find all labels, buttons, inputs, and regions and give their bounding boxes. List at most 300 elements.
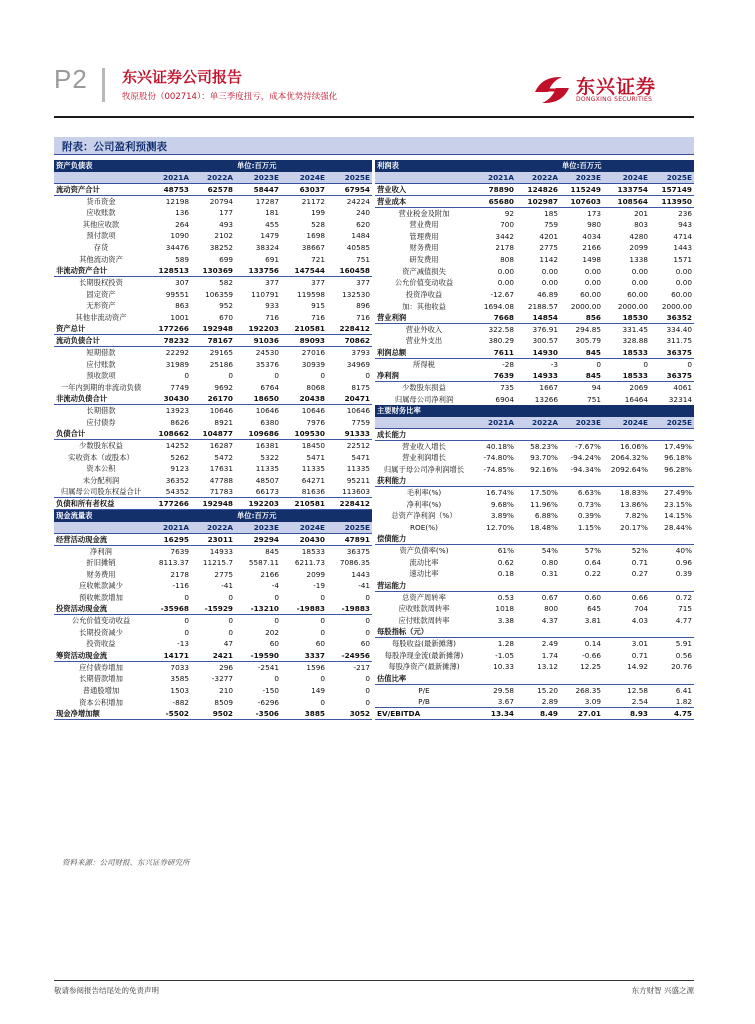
cashflow-cell: -3506 — [235, 708, 281, 720]
income-cell: 18530 — [603, 312, 650, 324]
cashflow-cell: -19883 — [327, 603, 372, 615]
balance-cell: 48507 — [255, 475, 279, 485]
balance-cell: 91036 — [235, 335, 281, 347]
cashflow-cell: 20430 — [281, 533, 327, 545]
ratios-row-label: 每股收益(最新摊薄) — [391, 639, 457, 649]
balance-cell: 17287 — [255, 196, 279, 206]
cashflow-cell: 18533 — [301, 546, 325, 556]
cashflow-row-label: 折旧摊销 — [86, 558, 116, 568]
ratios-cell: 13.34 — [473, 708, 516, 720]
ratios-cell: 16.06% — [620, 441, 648, 451]
cashflow-cell: 0 — [184, 592, 189, 602]
balance-row-label: 非流动负债合计 — [54, 393, 148, 405]
balance-cell: 6764 — [260, 382, 279, 392]
balance-cell: 210581 — [281, 498, 327, 510]
income-row — [375, 195, 694, 207]
income-year-label: 2023E — [560, 172, 603, 184]
ratios-cell: 4.75 — [650, 708, 694, 720]
income-cell: 803 — [634, 220, 648, 230]
ratios-cell — [560, 475, 603, 487]
income-cell: 328.88 — [622, 336, 648, 346]
cashflow-cell: -35968 — [148, 603, 191, 615]
balance-cell: 863 — [175, 301, 189, 311]
balance-cell: 582 — [219, 278, 233, 288]
cashflow-row-label: 应收帐款减少 — [79, 581, 123, 591]
logo-text: 东兴证券 — [576, 76, 657, 98]
income-cell: 6904 — [495, 394, 514, 404]
income-row — [375, 231, 694, 243]
balance-cell: 493 — [219, 219, 233, 229]
income-cell: 124826 — [516, 183, 560, 195]
ratios-year-row — [375, 417, 694, 429]
income-cell: 173 — [587, 208, 601, 218]
cashflow-cell: 2166 — [260, 569, 279, 579]
ratios-cell — [560, 673, 603, 685]
income-cell: 4280 — [629, 231, 648, 241]
income-row-label: 资产减值损失 — [402, 266, 446, 276]
income-cell: 113950 — [650, 195, 694, 207]
ratios-row-label: 资产负债率(%) — [399, 546, 449, 556]
balance-cell: 620 — [356, 219, 370, 229]
balance-cell: 228412 — [327, 498, 372, 510]
ratios-cell: 0.56 — [675, 650, 692, 660]
income-row — [375, 219, 694, 231]
cashflow-cell: -19 — [313, 581, 325, 591]
ratios-cell — [516, 580, 560, 592]
cashflow-row-label: 预收帐款增加 — [79, 592, 123, 602]
ratios-cell: 3.81 — [584, 615, 601, 625]
balance-cell: 691 — [265, 254, 279, 264]
cashflow-cell: 1596 — [306, 662, 325, 672]
income-blank — [650, 160, 694, 172]
balance-row-label: 其他非流动资产 — [75, 312, 127, 322]
ratios-row — [375, 580, 694, 592]
cashflow-cell: -13 — [177, 639, 189, 649]
balance-cell: 47788 — [209, 475, 233, 485]
ratios-cell: 52% — [631, 546, 648, 556]
cashflow-row-label: 净利润 — [90, 546, 112, 556]
income-cell: 2188.57 — [527, 301, 558, 311]
balance-row-label: 负债和所有者权益 — [54, 498, 148, 510]
cashflow-row-label: 投资活动现金流 — [54, 603, 148, 615]
balance-cell: 26170 — [191, 393, 235, 405]
ratios-year-label: 2022A — [516, 417, 560, 429]
ratios-cell — [560, 626, 603, 638]
income-cell: 0.00 — [675, 278, 692, 288]
ratios-row-label: 净利率(%) — [406, 499, 442, 509]
balance-row — [54, 277, 372, 289]
income-cell: 2000.00 — [570, 301, 601, 311]
balance-cell: 0 — [184, 371, 189, 381]
cashflow-cell: 1443 — [351, 569, 370, 579]
cashflow-cell: 14171 — [148, 650, 191, 662]
balance-cell: 228412 — [327, 323, 372, 335]
income-row-label: 研发费用 — [409, 255, 439, 265]
income-cell: 7639 — [473, 370, 516, 382]
income-cell: 1142 — [539, 255, 558, 265]
income-cell: 1498 — [582, 255, 601, 265]
income-row — [375, 265, 694, 277]
cashflow-cell: 11215.7 — [202, 558, 233, 568]
cashflow-cell: 60 — [360, 639, 370, 649]
balance-row — [54, 358, 372, 370]
ratios-cell: 14.15% — [664, 511, 692, 521]
balance-cell: 110791 — [251, 289, 279, 299]
income-cell: -3 — [550, 359, 558, 369]
ratios-row — [375, 545, 694, 557]
income-cell: 115249 — [560, 183, 603, 195]
ratios-cell: 800 — [544, 604, 558, 614]
balance-cell: 48753 — [148, 183, 191, 195]
cashflow-cell: 845 — [265, 546, 279, 556]
balance-cell: 29165 — [209, 348, 233, 358]
balance-cell: 0 — [274, 371, 279, 381]
income-cell: 16464 — [624, 394, 648, 404]
ratios-row — [375, 452, 694, 464]
cashflow-row — [54, 580, 372, 592]
ratios-cell — [650, 626, 694, 638]
income-cell: 331.45 — [622, 325, 648, 335]
balance-year-label: 2022A — [191, 172, 235, 184]
ratios-cell: 27.01 — [560, 708, 603, 720]
ratios-cell: 16.74% — [486, 488, 514, 498]
ratios-year-label: 2021A — [473, 417, 516, 429]
cashflow-cell: 210 — [219, 685, 233, 695]
balance-cell: 20471 — [327, 393, 372, 405]
income-cell: 1443 — [673, 243, 692, 253]
income-cell: 700 — [500, 220, 514, 230]
income-cell: 300.57 — [532, 336, 558, 346]
income-cell: 0.00 — [541, 278, 558, 288]
ratios-cell: -94.24% — [570, 453, 601, 463]
ratios-cell — [650, 475, 694, 487]
income-cell: 7611 — [473, 347, 516, 359]
balance-blank — [327, 160, 372, 172]
balance-cell: 1698 — [306, 231, 325, 241]
ratios-row-label: 每股净资产(最新摊薄) — [388, 662, 460, 672]
income-cell: 1338 — [629, 255, 648, 265]
balance-cell: 6380 — [260, 417, 279, 427]
cashflow-cell: 0 — [228, 592, 233, 602]
footer-disclaimer: 敬请参阅报告结尾处的免责声明 — [54, 986, 159, 995]
income-cell: 4714 — [673, 231, 692, 241]
ratios-cell: 18.48% — [530, 522, 558, 532]
ratios-row-label: 毛利率(%) — [406, 488, 442, 498]
cashflow-cell: 0 — [365, 697, 370, 707]
cashflow-row-label: 普通股增加 — [82, 685, 120, 695]
income-cell: 46.89 — [537, 289, 558, 299]
ratios-row — [375, 498, 694, 510]
income-cell: 856 — [560, 312, 603, 324]
balance-row — [54, 312, 372, 324]
ratios-cell: -74.80% — [483, 453, 514, 463]
ratios-cell: 2092.64% — [610, 464, 648, 474]
cashflow-year-label: 2022A — [191, 522, 235, 534]
balance-cell: 7759 — [351, 417, 370, 427]
ratios-row-label: EV/EBITDA — [375, 708, 473, 720]
balance-row-label: 归属母公司股东权益合计 — [60, 487, 142, 497]
balance-row-label: 其他流动资产 — [79, 254, 123, 264]
balance-cell: 8068 — [306, 382, 325, 392]
income-cell: 2000.00 — [661, 301, 692, 311]
balance-cell: 30939 — [301, 359, 325, 369]
balance-cell: 36352 — [165, 475, 189, 485]
balance-row-label: 未分配利润 — [82, 475, 120, 485]
balance-row-label: 货币资金 — [86, 196, 116, 206]
income-row-label: 所得税 — [413, 359, 435, 369]
balance-cell: 81636 — [301, 487, 325, 497]
ratios-cell: 6.41 — [675, 685, 692, 695]
balance-year-row — [54, 172, 372, 184]
ratios-cell: 1.74 — [541, 650, 558, 660]
income-year-label: 2021A — [473, 172, 516, 184]
cashflow-cell: 3585 — [170, 674, 189, 684]
balance-cell: 2102 — [214, 231, 233, 241]
income-cell: 7668 — [473, 312, 516, 324]
cashflow-cell: 296 — [219, 662, 233, 672]
ratios-cell: 5.91 — [675, 639, 692, 649]
ratios-cell: 29.58 — [493, 685, 514, 695]
income-blank — [473, 160, 516, 172]
ratios-cell: 40.18% — [486, 441, 514, 451]
balance-cell: 99551 — [165, 289, 189, 299]
ratios-cell: -74.85% — [483, 464, 514, 474]
balance-cell: 160458 — [327, 265, 372, 277]
balance-cell: 7976 — [306, 417, 325, 427]
ratios-row — [375, 428, 694, 440]
cashflow-year-label: 2021A — [148, 522, 191, 534]
ratios-cell: 3.89% — [490, 511, 514, 521]
cashflow-row — [54, 592, 372, 604]
ratios-row-label: 成长能力 — [375, 428, 473, 440]
cashflow-cell: 0 — [228, 627, 233, 637]
income-cell: 0.00 — [675, 266, 692, 276]
ratios-cell: 3.67 — [497, 696, 514, 706]
cashflow-row — [54, 627, 372, 639]
balance-cell: 177 — [219, 208, 233, 218]
ratios-cell: 96.18% — [664, 453, 692, 463]
cashflow-cell: 0 — [320, 627, 325, 637]
ratios-cell — [650, 673, 694, 685]
cashflow-row — [54, 638, 372, 650]
income-cell: 0.00 — [497, 278, 514, 288]
ratios-cell — [650, 580, 694, 592]
balance-cell: 10646 — [209, 406, 233, 416]
income-cell: 1694.08 — [483, 301, 514, 311]
ratios-cell: 61% — [497, 546, 514, 556]
income-cell: 294.85 — [575, 325, 601, 335]
income-cell: 36375 — [650, 370, 694, 382]
cashflow-cell: 0 — [365, 616, 370, 626]
income-blank — [516, 160, 560, 172]
ratios-cell — [650, 533, 694, 545]
page-number: P2 — [54, 64, 88, 94]
income-row-label: 财务费用 — [409, 243, 439, 253]
balance-cell: 11335 — [301, 464, 325, 474]
balance-cell: 54352 — [165, 487, 189, 497]
income-cell: 18533 — [603, 347, 650, 359]
ratios-year-label: 2023E — [560, 417, 603, 429]
income-cell: 32314 — [668, 394, 692, 404]
ratios-cell: 4.03 — [631, 615, 648, 625]
income-cell: 108564 — [603, 195, 650, 207]
balance-year-label: 2024E — [281, 172, 327, 184]
cashflow-cell: 0 — [365, 685, 370, 695]
ratios-row-label: 估值比率 — [375, 673, 473, 685]
ratios-cell: -0.66 — [582, 650, 601, 660]
cashflow-cell: 29294 — [235, 533, 281, 545]
income-row-label: 净利润 — [375, 370, 473, 382]
cashflow-blank — [327, 510, 372, 522]
balance-year-label: 2021A — [148, 172, 191, 184]
company-logo — [532, 70, 694, 110]
income-cell: 14854 — [516, 312, 560, 324]
income-cell: 0.00 — [584, 266, 601, 276]
balance-cell: 589 — [175, 254, 189, 264]
balance-cell: 181 — [265, 208, 279, 218]
cashflow-cell: -150 — [262, 685, 279, 695]
ratios-row — [375, 615, 694, 627]
ratios-cell — [603, 673, 650, 685]
ratios-cell: 13.86% — [620, 499, 648, 509]
ratios-blank — [560, 405, 603, 417]
cashflow-cell: -41 — [221, 581, 233, 591]
balance-cell: 3793 — [351, 348, 370, 358]
cashflow-cell: 5587.11 — [248, 558, 279, 568]
cashflow-cell: 3337 — [281, 650, 327, 662]
cashflow-cell: 0 — [365, 592, 370, 602]
income-cell: 845 — [560, 370, 603, 382]
ratios-cell: -7.67% — [575, 441, 601, 451]
income-row — [375, 358, 694, 370]
ratios-cell — [560, 580, 603, 592]
ratios-cell: 0.60 — [584, 592, 601, 602]
ratios-cell: 8.49 — [516, 708, 560, 720]
balance-cell: 22512 — [346, 441, 370, 451]
income-row-label: 管理费用 — [409, 231, 439, 241]
balance-cell: 5472 — [214, 452, 233, 462]
cashflow-row — [54, 603, 372, 615]
balance-cell: 11335 — [346, 464, 370, 474]
ratios-cell: 12.70% — [486, 522, 514, 532]
cashflow-year-label: 2023E — [235, 522, 281, 534]
cashflow-cell: -2541 — [257, 662, 279, 672]
balance-row-label: 其他应收款 — [82, 219, 120, 229]
balance-cell: 104877 — [191, 428, 235, 440]
balance-cell: 91333 — [327, 428, 372, 440]
balance-cell: 16287 — [209, 441, 233, 451]
left-table — [54, 160, 372, 720]
ratios-cell: 57% — [584, 546, 601, 556]
balance-cell: 78232 — [148, 335, 191, 347]
balance-unit: 单位:百万元 — [235, 160, 327, 172]
income-cell: 2000.00 — [617, 301, 648, 311]
cashflow-title: 现金流量表 — [54, 510, 148, 522]
ratios-cell: 20.17% — [620, 522, 648, 532]
balance-cell: 10646 — [301, 406, 325, 416]
balance-cell: 67954 — [327, 183, 372, 195]
income-cell: 0.00 — [584, 278, 601, 288]
ratios-cell: 12.58 — [627, 685, 648, 695]
ratios-row — [375, 661, 694, 673]
balance-row — [54, 370, 372, 382]
balance-row-label: 资本公积 — [86, 464, 116, 474]
cashflow-cell: 8509 — [214, 697, 233, 707]
balance-cell: 5262 — [170, 452, 189, 462]
cashflow-row-label: 筹资活动现金流 — [54, 650, 148, 662]
ratios-cell: 4.77 — [675, 615, 692, 625]
ratios-cell: 1.15% — [577, 522, 601, 532]
income-cell: 980 — [587, 220, 601, 230]
ratios-cell — [516, 673, 560, 685]
balance-row — [54, 230, 372, 242]
income-year-row — [375, 172, 694, 184]
income-cell: 735 — [500, 383, 514, 393]
cashflow-cell: 149 — [311, 685, 325, 695]
ratios-title: 主要财务比率 — [375, 405, 473, 417]
ratios-cell: 704 — [634, 604, 648, 614]
income-header-row — [375, 160, 694, 172]
ratios-row-label: 偿债能力 — [375, 533, 473, 545]
ratios-row — [375, 638, 694, 650]
ratios-row — [375, 533, 694, 545]
balance-cell: 130369 — [191, 265, 235, 277]
balance-cell: 78167 — [191, 335, 235, 347]
balance-cell: 25186 — [209, 359, 233, 369]
ratios-row — [375, 673, 694, 685]
ratios-row — [375, 708, 694, 720]
cashflow-cell: 0 — [320, 592, 325, 602]
balance-year-label: 2025E — [327, 172, 372, 184]
income-cell: -28 — [502, 359, 514, 369]
income-row-label: 加：其他收益 — [402, 301, 446, 311]
ratios-cell — [603, 475, 650, 487]
ratios-cell — [516, 428, 560, 440]
cashflow-cell: 23011 — [191, 533, 235, 545]
income-row — [375, 207, 694, 219]
balance-cell: 455 — [265, 219, 279, 229]
income-cell: 0.00 — [631, 266, 648, 276]
balance-cell: 307 — [175, 278, 189, 288]
balance-cell: 132530 — [342, 289, 370, 299]
ratios-cell: 2.49 — [541, 639, 558, 649]
cashflow-cell: 2775 — [214, 569, 233, 579]
balance-cell: 177266 — [148, 498, 191, 510]
balance-cell: 192948 — [191, 498, 235, 510]
balance-blank — [191, 160, 235, 172]
ratios-row-label: ROE(%) — [409, 522, 439, 532]
cashflow-cell: 2421 — [191, 650, 235, 662]
balance-year-label: 2023E — [235, 172, 281, 184]
cashflow-cell: 0 — [274, 592, 279, 602]
balance-cell: 24530 — [255, 348, 279, 358]
income-row — [375, 370, 694, 382]
balance-cell: 896 — [356, 301, 370, 311]
balance-cell: 119598 — [297, 289, 325, 299]
balance-cell: 34969 — [346, 359, 370, 369]
balance-row-label: 预付款项 — [86, 231, 116, 241]
balance-cell: 264 — [175, 219, 189, 229]
balance-row — [54, 288, 372, 300]
balance-row-label: 流动负债合计 — [54, 335, 148, 347]
ratios-cell: 645 — [587, 604, 601, 614]
cashflow-cell: 6211.73 — [294, 558, 325, 568]
income-title: 利润表 — [375, 160, 473, 172]
logo-subtext: DONGXING SECURITIES — [576, 96, 653, 103]
ratios-cell: 0.53 — [497, 592, 514, 602]
balance-row-label: 长期借款 — [86, 406, 116, 416]
balance-row — [54, 207, 372, 219]
